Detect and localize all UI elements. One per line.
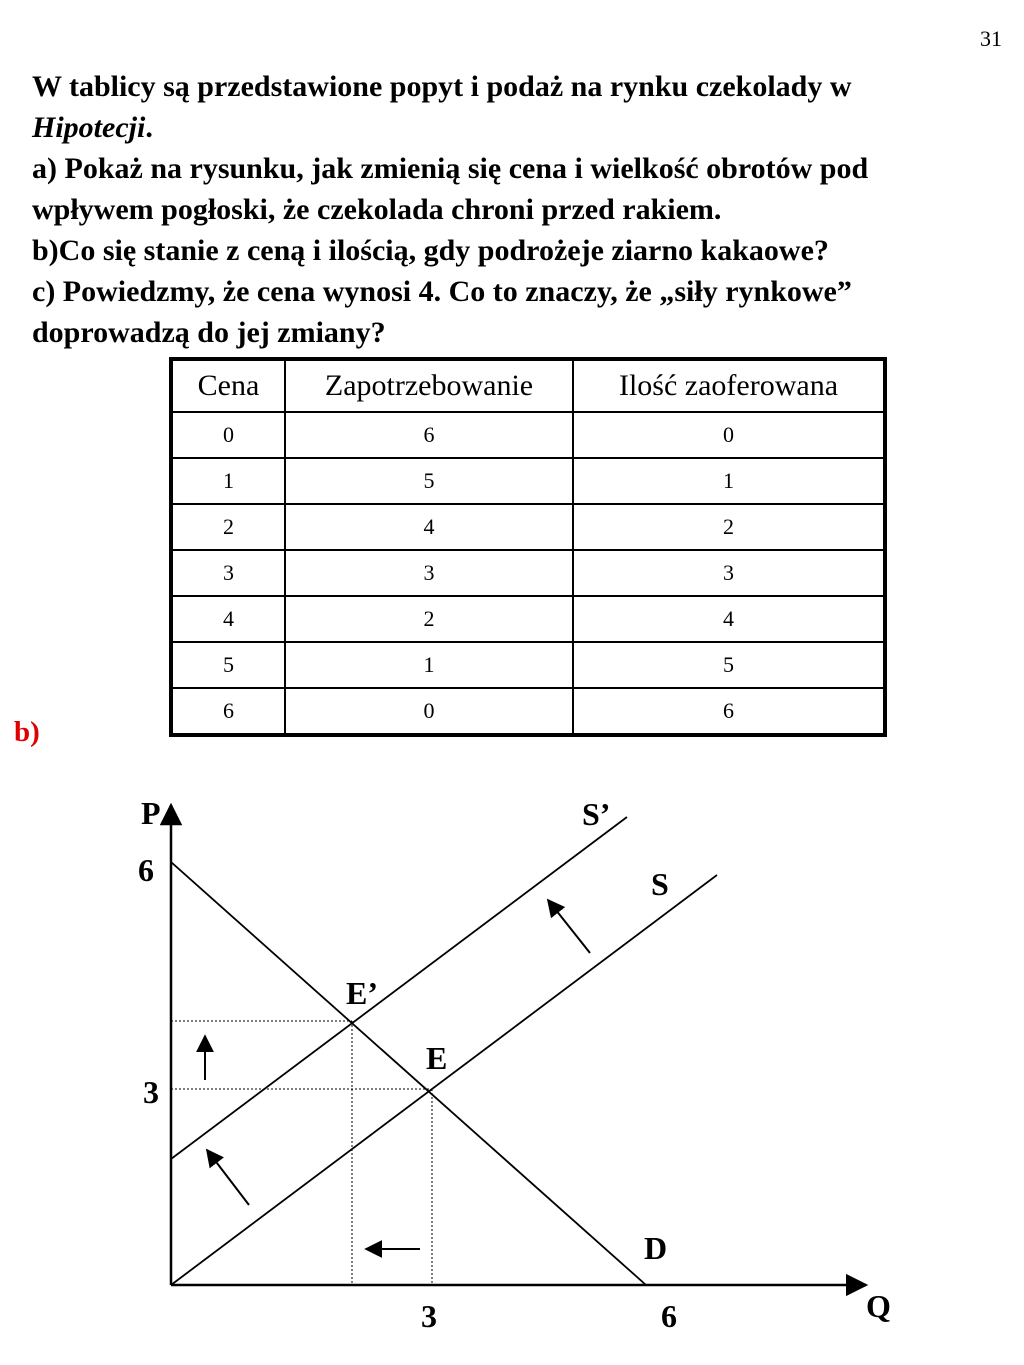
intro-italic-text: Hipotecji	[32, 111, 146, 144]
shift-arrow-up-right	[548, 900, 590, 953]
table-cell: 3	[285, 550, 573, 596]
table-cell: 2	[171, 504, 285, 550]
table-cell: 0	[171, 412, 285, 458]
table-row	[171, 688, 885, 735]
table-row	[171, 642, 885, 688]
page-number: 31	[980, 26, 1002, 51]
table-cell: 4	[573, 596, 885, 642]
supply-demand-graph	[0, 780, 1024, 1365]
table-cell: 3	[171, 550, 285, 596]
table-cell: 6	[573, 688, 885, 735]
question-intro	[32, 66, 997, 148]
supply-shifted-curve	[171, 817, 627, 1159]
x-tick-6: 6	[661, 1298, 677, 1334]
shift-arrow-up-left	[207, 1150, 249, 1205]
header-demand: Zapotrzebowanie	[285, 359, 573, 412]
table-cell: 1	[573, 458, 885, 504]
table-row	[171, 412, 885, 458]
x-axis-label: Q	[866, 1288, 891, 1324]
table-cell: 4	[171, 596, 285, 642]
table-cell: 5	[285, 458, 573, 504]
equilibrium-shifted-label: E’	[346, 975, 378, 1011]
header-supply: Ilość zaoferowana	[573, 359, 885, 412]
table-cell: 4	[285, 504, 573, 550]
question-part-c: c) Powiedzmy, że cena wynosi 4. Co to znaczy, że „siły rynkowe” doprowadzą do jej zmiany?	[32, 275, 852, 349]
demand-label: D	[644, 1230, 668, 1266]
supply-curve	[171, 875, 717, 1285]
table-header-row	[171, 359, 885, 412]
table-cell: 2	[285, 596, 573, 642]
table-cell: 0	[573, 412, 885, 458]
table-cell: 0	[285, 688, 573, 735]
supply-label: S	[651, 866, 669, 902]
y-tick-3: 3	[143, 1074, 159, 1110]
table-row	[171, 504, 885, 550]
table-cell: 3	[573, 550, 885, 596]
supply-demand-table	[169, 357, 887, 737]
table-cell: 5	[171, 642, 285, 688]
supply-shifted-label: S’	[582, 796, 611, 832]
header-price: Cena	[171, 359, 285, 412]
question-part-b: b)Co się stanie z ceną i ilością, gdy podrożeje ziarno kakaowe?	[32, 234, 829, 267]
y-tick-6: 6	[138, 852, 154, 888]
y-axis-label: P	[141, 795, 161, 831]
table-cell: 5	[573, 642, 885, 688]
question-text	[32, 66, 997, 353]
table-row	[171, 458, 885, 504]
question-part-a: a) Pokaż na rysunku, jak zmienią się cena i wielkość obrotów pod wpływem pogłoski, że czekolada chroni przed rakiem.	[32, 152, 869, 226]
intro-period: .	[145, 111, 153, 144]
part-b-label: b)	[14, 716, 40, 748]
x-tick-3: 3	[421, 1298, 437, 1334]
table-cell: 6	[171, 688, 285, 735]
table-cell: 1	[285, 642, 573, 688]
intro-text: W tablicy są przedstawione popyt i podaż na rynku czekolady w	[32, 70, 852, 103]
table-row	[171, 596, 885, 642]
table-cell: 1	[171, 458, 285, 504]
table-cell: 6	[285, 412, 573, 458]
table-row	[171, 550, 885, 596]
demand-curve	[171, 862, 646, 1285]
table-cell: 2	[573, 504, 885, 550]
equilibrium-label: E	[426, 1040, 448, 1076]
